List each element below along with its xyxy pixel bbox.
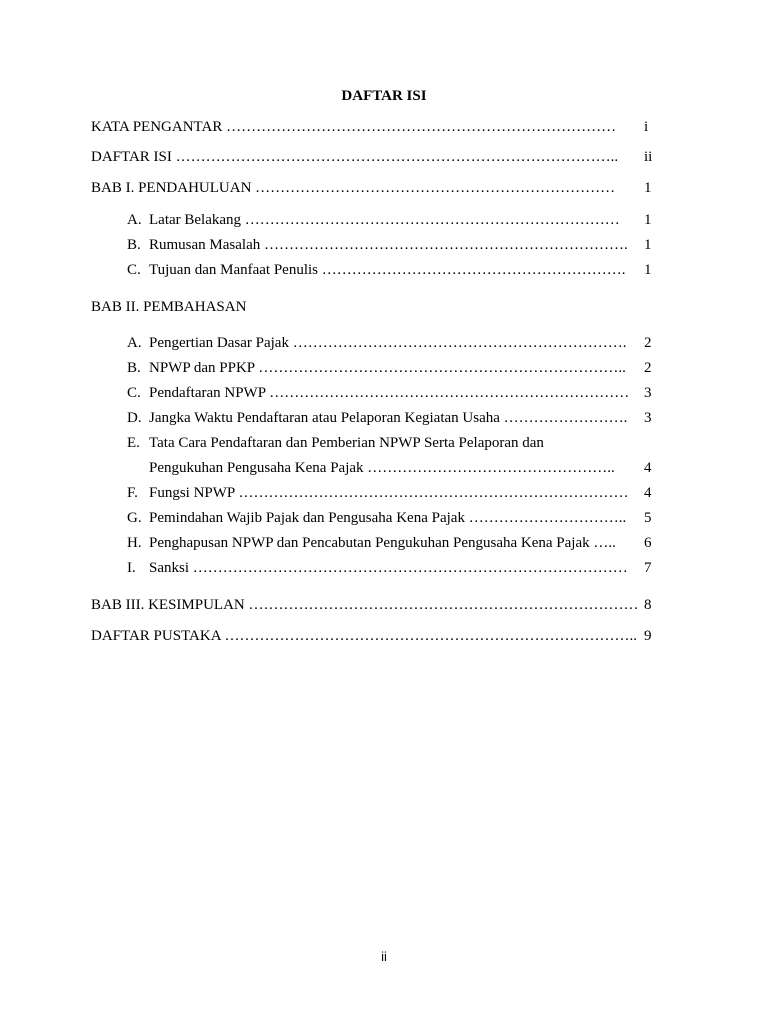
toc-entry-kata-pengantar[interactable] [91,117,616,137]
toc-entry-text: DAFTAR PUSTAKA ……………………………………………………………………….. [91,628,637,644]
toc-subentry-text: NPWP dan PPKP ……………………………………………………………….. [149,360,626,376]
toc-entry-bab-1[interactable] [91,178,615,198]
toc-entry-bab-2[interactable] [91,297,246,317]
toc-entry-text: BAB III. KESIMPULAN …………………………………………………………………… [91,597,639,613]
toc-page-number: 4 [644,460,652,476]
toc-subentry[interactable] [127,260,626,280]
toc-subentry[interactable] [127,383,629,403]
toc-subentry-text: Pengukuhan Pengusaha Kena Pajak ………………………………………….. [149,460,615,476]
toc-subentry[interactable] [127,433,544,453]
toc-page-number: 3 [644,410,652,426]
toc-page-number: 1 [644,180,652,196]
toc-page-number: 8 [644,597,652,613]
toc-subentry-text: Pemindahan Wajib Pajak dan Pengusaha Kena Pajak ………………………….. [149,510,627,526]
toc-entry-text: KATA PENGANTAR …………………………………………………………………… [91,119,617,135]
toc-subentry-text: Sanksi …………………………………………………………………………… [149,560,628,576]
toc-subentry-label: A. [127,212,142,228]
toc-page-number: 9 [644,628,652,644]
page-title: DAFTAR ISI [341,88,427,104]
toc-page-number: 5 [644,510,652,526]
toc-subentry-text: Latar Belakang ………………………………………………………………… [149,212,620,228]
footer-page-number: ii [381,949,387,964]
toc-subentry-label: H. [127,535,142,551]
toc-subentry-text: Fungsi NPWP …………………………………………………………………… [149,485,629,501]
toc-entry-daftar-isi[interactable] [91,147,618,167]
toc-subentry-text: Pendaftaran NPWP ……………………………………………………………… [149,385,630,401]
toc-page-number: 6 [644,535,652,551]
toc-subentry-text: Tujuan dan Manfaat Penulis ……………………………………………………. [149,262,626,278]
toc-subentry-label: G. [127,510,142,526]
toc-subentry[interactable] [127,483,628,503]
toc-subentry[interactable] [127,533,616,553]
toc-entry-text: BAB II. PEMBAHASAN [91,299,247,315]
toc-page-number: i [644,119,649,135]
toc-subentry[interactable] [127,235,628,255]
toc-subentry[interactable] [127,558,628,578]
toc-subentry-label: B. [127,237,141,253]
toc-page-number: 2 [644,335,652,351]
toc-entry-daftar-pustaka[interactable] [91,626,637,646]
toc-subentry-label: C. [127,262,141,278]
toc-page-number: 7 [644,560,652,576]
toc-subentry[interactable] [127,408,627,428]
toc-subentry-label: E. [127,435,140,451]
toc-subentry[interactable] [127,508,626,528]
toc-subentry[interactable] [127,333,626,353]
toc-subentry-continuation[interactable] [149,458,615,478]
toc-entry-text: DAFTAR ISI …………………………………………………………………………….. [91,149,619,165]
toc-subentry-text: Rumusan Masalah ………………………………………………………………. [149,237,628,253]
toc-subentry-text: Pengertian Dasar Pajak …………………………………………………………. [149,335,627,351]
toc-page-number: ii [644,149,653,165]
toc-entry-text: BAB I. PENDAHULUAN ……………………………………………………………… [91,180,616,196]
toc-page-number: 2 [644,360,652,376]
toc-subentry-label: C. [127,385,141,401]
toc-page-number: 1 [644,262,652,278]
toc-page-number: 1 [644,237,652,253]
toc-page-number: 4 [644,485,652,501]
toc-subentry[interactable] [127,358,626,378]
toc-subentry-label: A. [127,335,142,351]
toc-page-number: 1 [644,212,652,228]
toc-subentry-label: D. [127,410,142,426]
toc-subentry-label: B. [127,360,141,376]
toc-subentry-label: I. [127,560,136,576]
toc-subentry-label: F. [127,485,138,501]
toc-entry-bab-3[interactable] [91,595,639,615]
toc-subentry-text: Jangka Waktu Pendaftaran atau Pelaporan Kegiatan Usaha ……………………. [149,410,628,426]
toc-subentry-text: Tata Cara Pendaftaran dan Pemberian NPWP Serta Pelaporan dan [149,435,544,451]
toc-subentry[interactable] [127,210,620,230]
toc-page-number: 3 [644,385,652,401]
toc-subentry-text: Penghapusan NPWP dan Pencabutan Pengukuhan Pengusaha Kena Pajak ….. [149,535,616,551]
